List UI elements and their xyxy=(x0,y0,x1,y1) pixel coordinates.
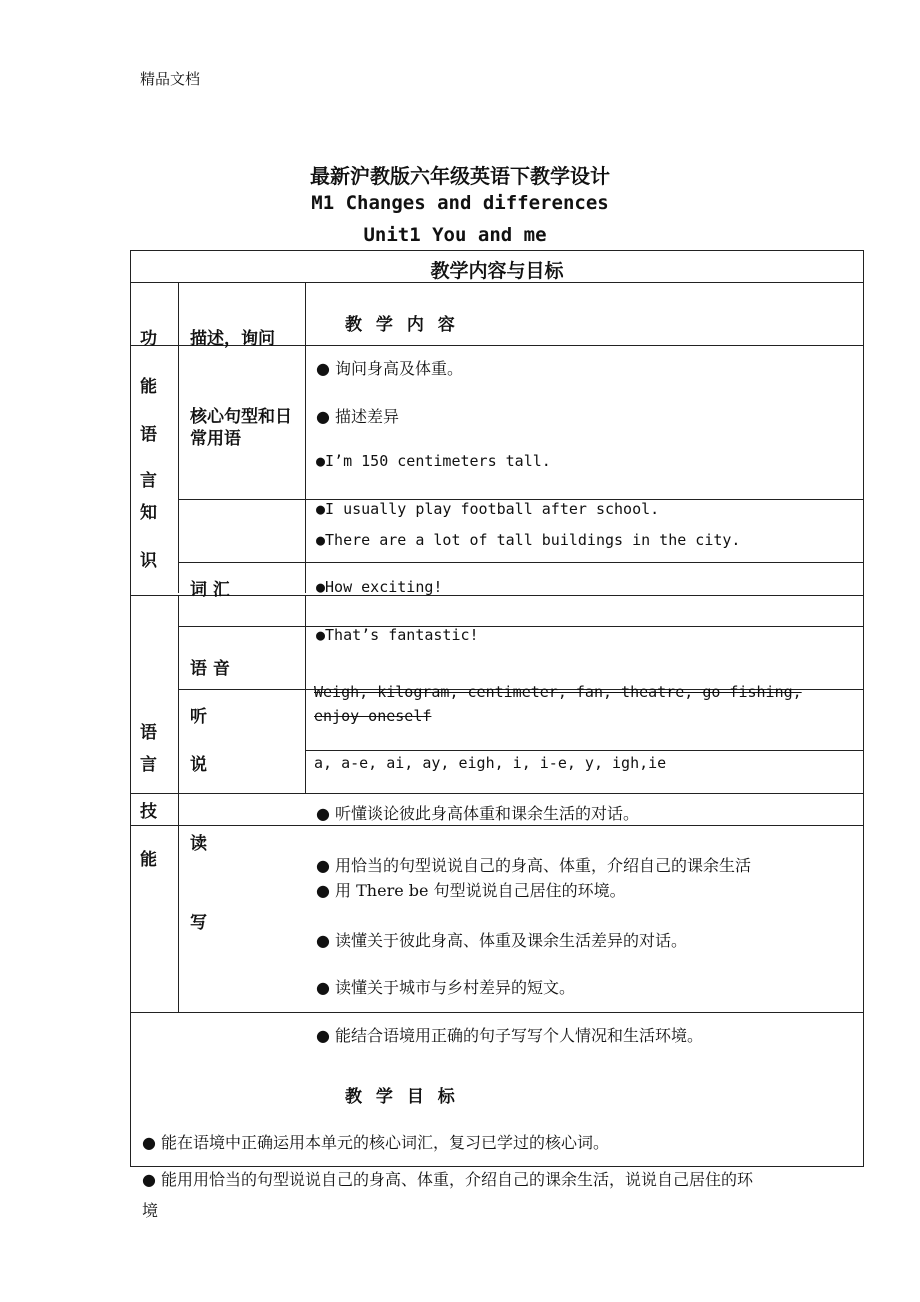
speak-text: ● 用恰当的句型说说自己的身高、体重，介绍自己的课余生活 xyxy=(316,856,752,875)
skill-left-char: 能 xyxy=(140,850,157,870)
core-sentences-label: 核心句型和日常用语 xyxy=(190,407,292,449)
col-content-head: 教 学 内 容 xyxy=(345,315,459,335)
doc-title: 最新沪教版六年级英语下教学设计 xyxy=(310,164,610,188)
unit-title: Unit1 You and me xyxy=(363,224,547,246)
speak-label: 说 xyxy=(190,755,207,775)
left-label-char: 能 xyxy=(140,377,157,397)
speak-text: ● 用 There be 句型说说自己居住的环境。 xyxy=(316,881,626,900)
vocab-label: 词 汇 xyxy=(190,580,230,600)
core-bullet: ●That’s fantastic! xyxy=(316,626,479,644)
read-text: ● 读懂关于彼此身高、体重及课余生活差异的对话。 xyxy=(316,931,688,950)
table-header: 教学内容与目标 xyxy=(430,260,564,282)
left-label-char: 识 xyxy=(140,551,157,571)
listen-text: ● 听懂谈论彼此身高体重和课余生活的对话。 xyxy=(316,804,640,823)
skill-left-char: 技 xyxy=(140,802,157,822)
core-bullet: ●There are a lot of tall buildings in the city. xyxy=(316,531,741,549)
phonics-text: a, a-e, ai, ay, eigh, i, i-e, y, igh,ie xyxy=(314,754,667,772)
core-bullet: ● 描述差异 xyxy=(316,407,400,426)
left-label-char: 言 xyxy=(140,471,157,491)
write-text: ● 能结合语境用正确的句子写写个人情况和生活环境。 xyxy=(316,1026,704,1045)
read-label: 读 xyxy=(190,834,207,854)
skill-left-char: 言 xyxy=(140,755,157,775)
read-text: ● 读懂关于城市与乡村差异的短文。 xyxy=(316,978,576,997)
col-describe: 描述，询问 xyxy=(190,329,275,349)
pronunciation-label: 语 音 xyxy=(190,659,230,679)
core-bullet: ●How exciting! xyxy=(316,578,443,596)
core-bullet: ●I’m 150 centimeters tall. xyxy=(316,452,551,470)
left-label-char: 语 xyxy=(140,425,157,445)
goal-item-continued: 境 xyxy=(142,1201,159,1220)
core-bullet: ●I usually play football after school. xyxy=(316,500,660,518)
goal-item: ● 能用用恰当的句型说说自己的身高、体重，介绍自己的课余生活，说说自己居住的环 xyxy=(142,1170,754,1189)
module-title: M1 Changes and differences xyxy=(311,192,609,214)
col-func-top: 功 xyxy=(140,329,157,349)
skill-left-char: 语 xyxy=(140,723,157,743)
listen-label: 听 xyxy=(190,707,207,727)
write-label: 写 xyxy=(190,913,207,933)
header-watermark: 精品文档 xyxy=(140,70,201,88)
goals-heading: 教 学 目 标 xyxy=(345,1087,459,1107)
vocab-text: Weigh, kilogram, centimeter, fan, theatre, go fishing, enjoy oneself xyxy=(314,683,802,725)
core-bullet: ● 询问身高及体重。 xyxy=(316,359,464,378)
goal-item: ● 能在语境中正确运用本单元的核心词汇，复习已学过的核心词。 xyxy=(142,1133,610,1152)
left-label-char: 知 xyxy=(140,503,157,523)
